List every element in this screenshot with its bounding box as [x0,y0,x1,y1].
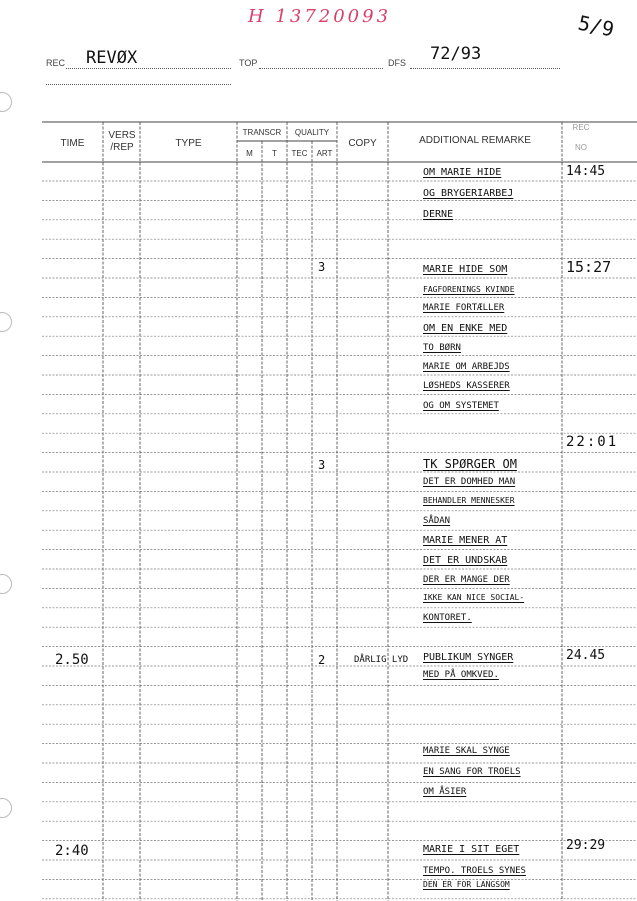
col-time: TIME [60,138,85,149]
entry-6-rec-no: 29:29 [566,838,606,853]
entry-5-remark-2: EN SANG FOR TROELS [423,767,521,777]
entry-4-quality: 2 [318,653,326,667]
top-label: TOP [239,58,258,68]
entry-6-remark-3: DEN ER FOR LANGSOM [423,880,510,889]
entry-3-remark-3: BEHANDLER MENNESKER [423,496,515,505]
dfs-label: DFS [388,58,406,68]
entry-3-remark-1: TK SPØRGER OM [423,457,517,471]
entry-1-remark-3: DERNE [423,209,454,220]
page-number: 5/9 [575,10,617,42]
col-type: TYPE [175,138,202,149]
entry-5-remark-1: MARIE SKAL SYNGE [423,746,510,756]
entry-2-remark-5: TO BØRN [423,343,461,353]
entry-4-remark-1: PUBLIKUM SYNGER [423,652,514,663]
entry-3-quality: 3 [318,458,326,472]
col-transcr: TRANSCR [242,128,282,137]
entry-5-remark-3: OM ÅSIER [423,787,467,797]
entry-6-remark-1: MARIE I SIT EGET [423,844,520,855]
entry-3-rec-no: 22:01 [566,434,619,450]
entry-3-remark-2: DET ER DOMHED MAN [423,477,516,487]
entry-2-remark-1: MARIE HIDE SOM [423,264,508,275]
entry-2-quality: 3 [318,260,326,274]
entry-4-copy: DÅRLIG LYD [354,655,409,665]
col-quality: QUALITY [294,128,330,137]
entry-3-remark-8: IKKE KAN NICE SOCIAL- [423,593,525,602]
entry-4-time: 2.50 [55,652,89,668]
dfs-value: 72/93 [430,44,482,64]
col-transcr-t: T [272,149,277,158]
entry-6-remark-2: TEMPO. TROELS SYNES [423,866,526,876]
entry-2-remark-3: MARIE FORTÆLLER [423,303,505,313]
col-copy: COPY [348,138,377,149]
col-quality-tec: TEC [291,149,308,158]
rec-value: REVØX [86,48,138,68]
entry-3-remark-6: DET ER UNDSKAB [423,555,508,566]
col-rec-no: REC NO [572,123,590,152]
entry-2-remark-8: OG OM SYSTEMET [423,401,499,411]
col-transcr-m: M [246,149,253,158]
entry-3-remark-9: KONTORET. [423,613,472,623]
entry-3-remark-5: MARIE MENER AT [423,535,508,546]
entry-3-remark-7: DER ER MANGE DER [423,575,510,585]
entry-2-remark-2: FAGFORENINGS KVINDE [423,285,515,294]
entry-2-rec-no: 15:27 [566,258,612,276]
archive-id-stamp: H 13720093 [248,6,392,27]
entry-6-time: 2:40 [55,843,89,859]
entry-1-rec-no: 14:45 [566,164,606,179]
entry-2-remark-4: OM EN ENKE MED [423,323,508,334]
entry-4-rec-no: 24.45 [566,648,606,663]
rec-label: REC [46,58,66,68]
entry-1-remark-2: OG BRYGERIARBEJ [423,188,514,199]
entry-4-remark-2: MED PÅ OMKVED. [423,670,499,680]
entry-3-remark-4: SÅDAN [423,516,451,526]
entry-2-remark-7: LØSHEDS KASSERER [423,381,510,391]
entry-1-remark-1: OM MARIE HIDE [423,167,502,178]
entry-2-remark-6: MARIE OM ARBEJDS [423,362,510,372]
col-vers-rep: VERS /REP [108,130,136,153]
col-remarks: ADDITIONAL REMARKE [419,135,531,146]
col-quality-art: ART [316,149,333,158]
